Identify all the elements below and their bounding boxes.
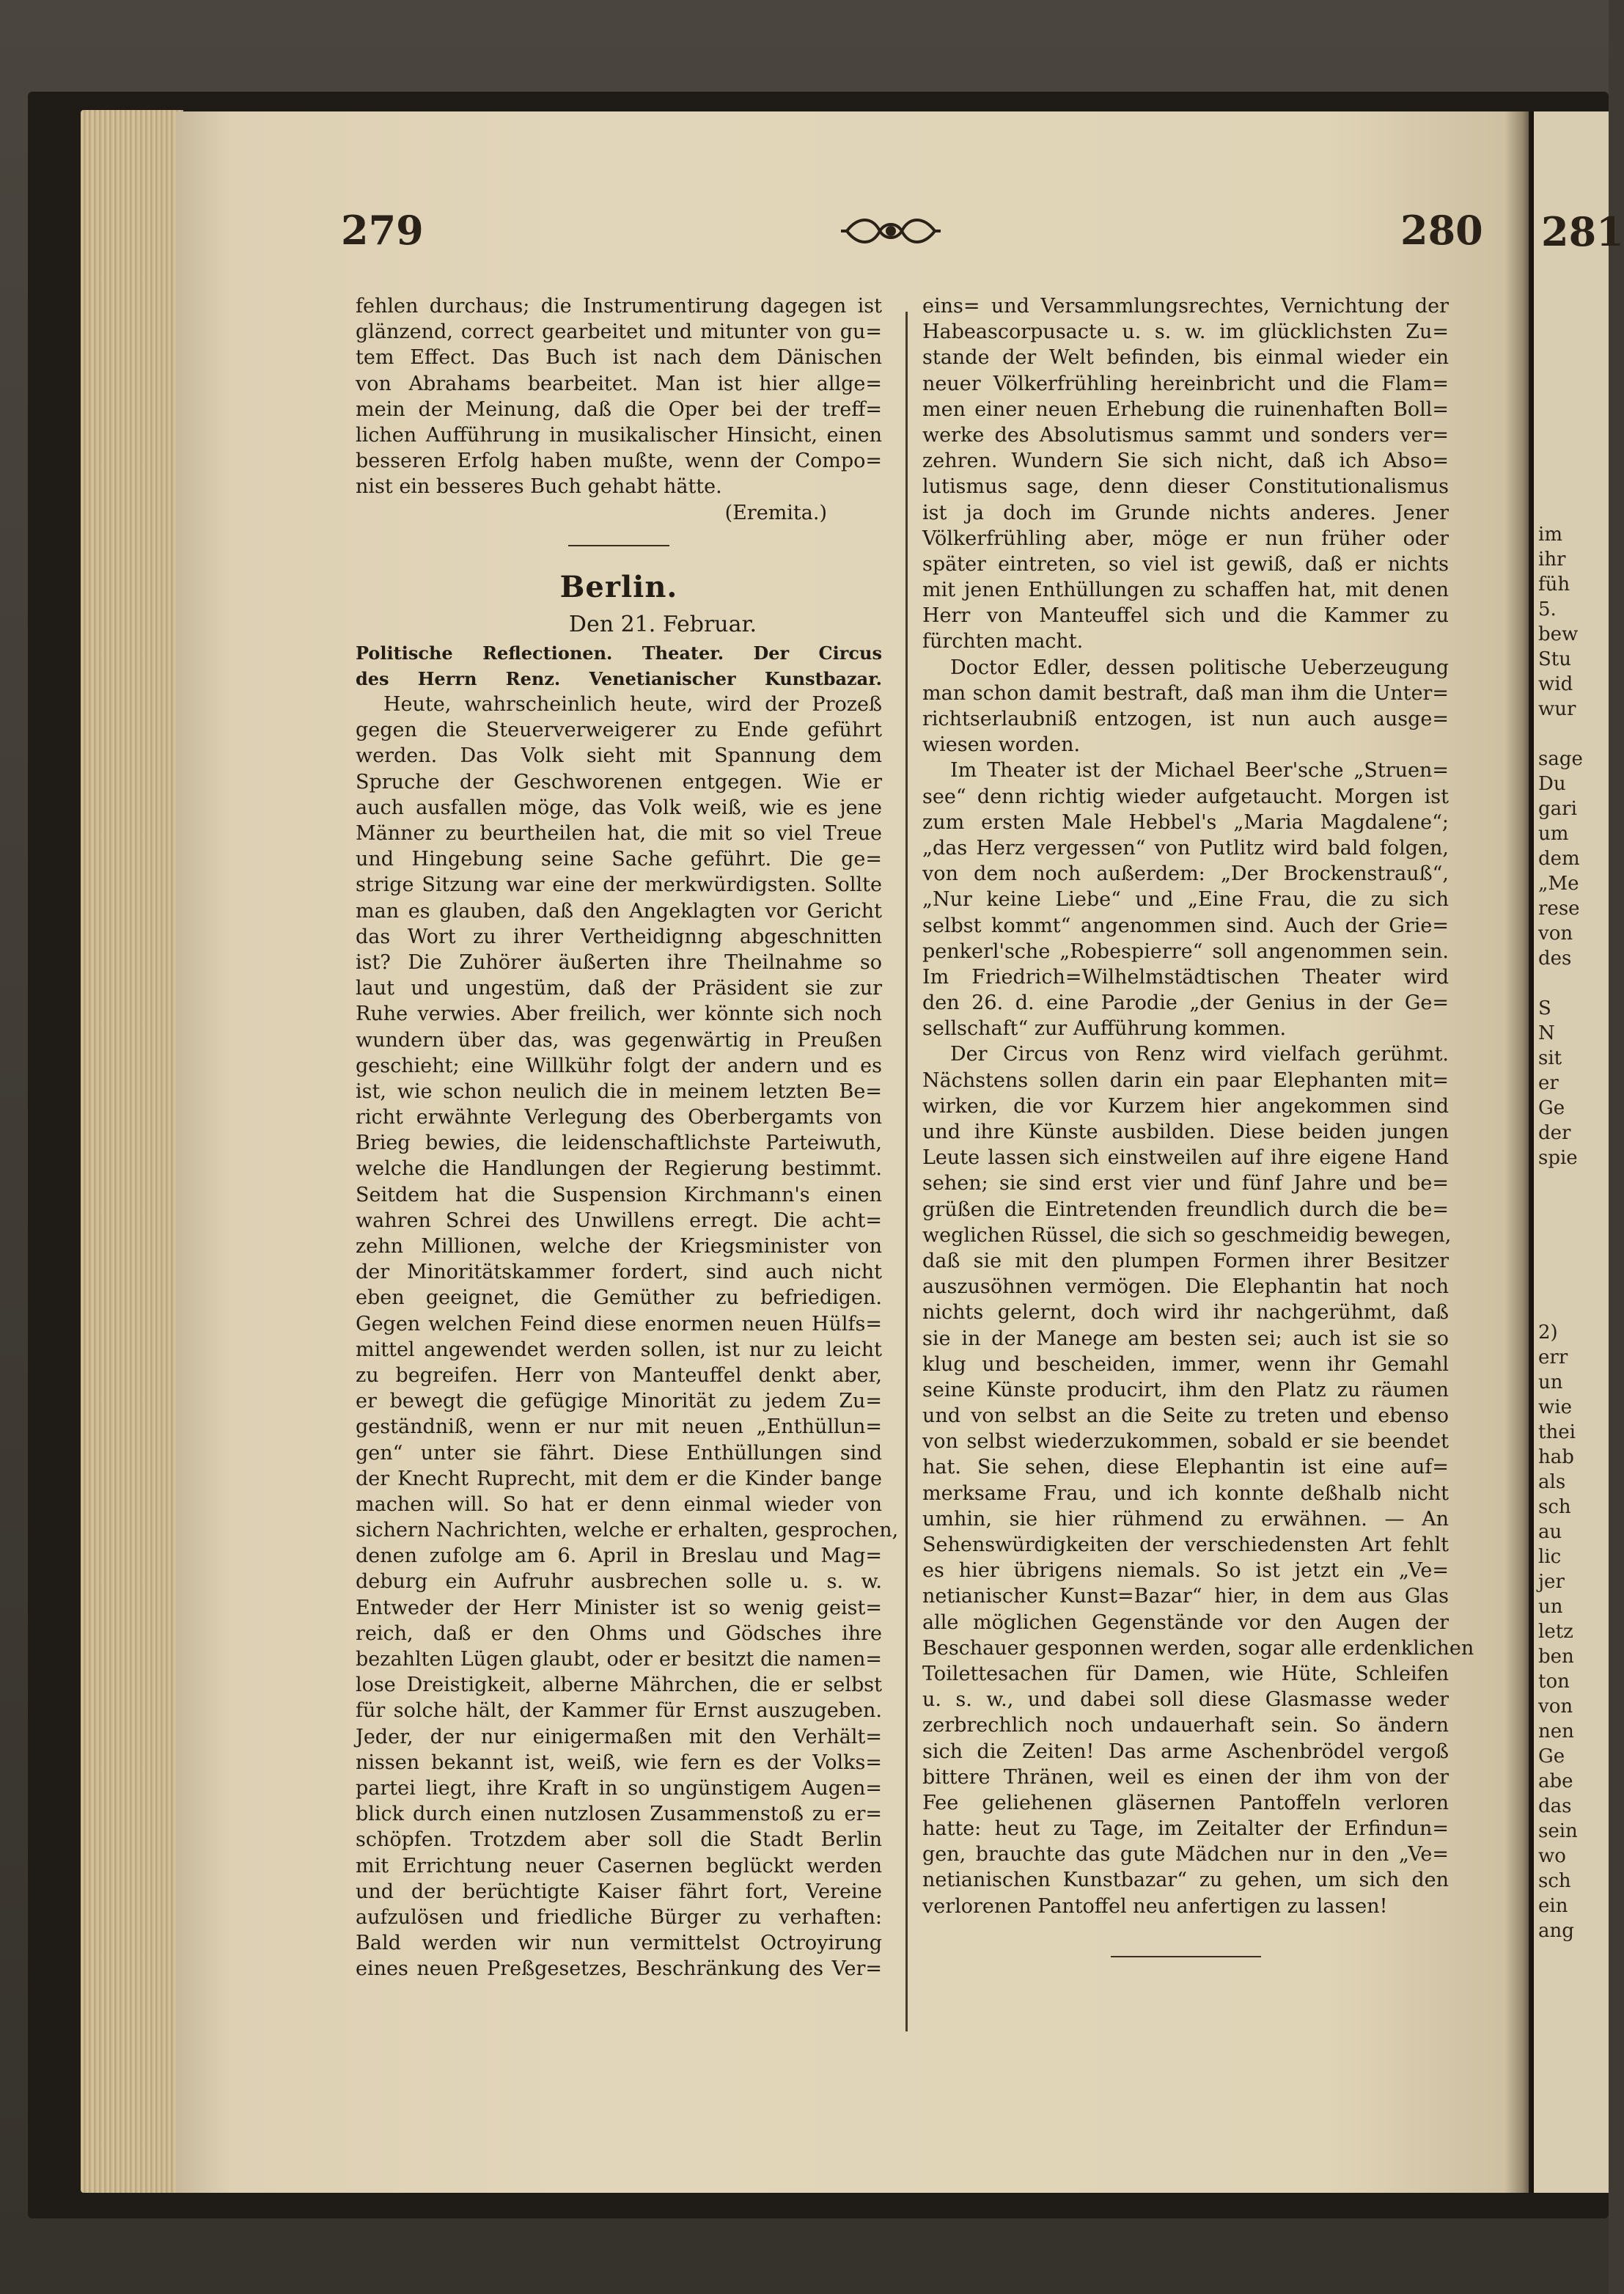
fragment-line: von	[1538, 1696, 1573, 1718]
text-line: eben geeignet, die Gemüther zu befriedigen.	[356, 1286, 882, 1310]
text-line: gen, brauchte das gute Mädchen nur in den „Ve=	[922, 1843, 1449, 1866]
text-line: strige Sitzung war eine der merkwürdigsten. Sollte	[356, 873, 882, 897]
text-line: reich, daß er den Ohms und Gödsches ihre	[356, 1621, 882, 1645]
text-line: er bewegt die gefügige Minorität zu jedem Zu=	[356, 1390, 882, 1413]
text-line: mit Errichtung neuer Casernen beglückt werden	[356, 1854, 882, 1877]
fragment-line: ihr	[1538, 549, 1566, 571]
right-column-body-text	[922, 293, 1474, 1919]
text-line: deburg ein Aufruhr ausbrechen solle u. s. w.	[356, 1570, 882, 1594]
text-line: netianischen Kunstbazar“ zu gehen, um sich den	[922, 1869, 1449, 1892]
fragment-line: 5.	[1538, 598, 1557, 620]
fragment-line: Ge	[1538, 1097, 1565, 1119]
text-line: Männer zu beurtheilen hat, die mit so viel Treue	[356, 822, 882, 845]
fragment-line: letz	[1538, 1621, 1573, 1643]
text-line: geständniß, wenn er nur mit neuen „Enthüllun=	[356, 1415, 882, 1439]
text-line: Brieg bewies, die leidenschaftlichste Parteiwuth,	[356, 1132, 882, 1155]
page-edges	[81, 110, 183, 2193]
fragment-line: des	[1538, 948, 1572, 970]
fragment-line: sein	[1538, 1820, 1578, 1842]
text-line: see“ denn richtig wieder aufgetaucht. Morgen ist	[922, 785, 1449, 808]
text-line: zum ersten Male Hebbel's „Maria Magdalene“;	[922, 810, 1449, 834]
text-line: wiesen worden.	[922, 733, 1081, 757]
fragment-line: spie	[1538, 1147, 1578, 1169]
text-line: besseren Erfolg haben mußte, wenn der Compo=	[356, 450, 882, 473]
section-rule	[568, 545, 669, 546]
text-line: u. s. w., und dabei soll diese Glasmasse weder	[922, 1688, 1449, 1712]
text-line: Im Theater ist der Michael Beer'sche „Struen=	[950, 759, 1449, 783]
text-line: sellschaft“ zur Aufführung kommen.	[922, 1017, 1287, 1041]
text-line: Leute lassen sich einstweilen auf ihre eigene Hand	[922, 1146, 1449, 1170]
text-line: merksame Frau, und ich konnte deßhalb nicht	[922, 1481, 1449, 1505]
text-line: Im Friedrich=Wilhelmstädtischen Theater wird	[922, 965, 1449, 989]
fragment-line: Du	[1538, 773, 1566, 795]
signature: (Eremita.)	[724, 501, 827, 524]
text-line: richt erwähnte Verlegung des Oberbergamts von	[356, 1106, 882, 1129]
left-column-body-text	[356, 692, 899, 1982]
left-column	[356, 293, 899, 1982]
text-line: sichern Nachrichten, welche er erhalten, gesprochen,	[356, 1519, 899, 1542]
text-line: welche die Handlungen der Regierung bestimmt.	[356, 1157, 882, 1181]
text-line: wahren Schrei des Unwillens erregt. Die acht=	[356, 1209, 882, 1232]
fragment-line: ein	[1538, 1895, 1568, 1917]
right-column	[922, 293, 1474, 1919]
fragment-line: wo	[1538, 1845, 1566, 1867]
fragment-line: sit	[1538, 1047, 1562, 1069]
text-line: das Wort zu ihrer Vertheidignng abgeschnitten	[356, 925, 882, 948]
text-line: Politische Reflectionen. Theater. Der Circus	[356, 642, 882, 664]
text-line: sehen; sie sind erst vier und fünf Jahre und be=	[922, 1172, 1449, 1195]
fragment-line: un	[1538, 1371, 1563, 1393]
text-line: Entweder der Herr Minister ist so wenig geist=	[356, 1596, 882, 1619]
text-line: werke des Absolutismus sammt und sonders ver=	[922, 423, 1449, 447]
fragment-line	[1538, 1170, 1583, 1195]
text-line: mein der Meinung, daß die Oper bei der treff=	[356, 397, 882, 421]
text-line: für solche hält, der Kammer für Ernst auszugeben.	[356, 1699, 882, 1723]
text-line: fürchten macht.	[922, 630, 1084, 653]
fragment-line: sage	[1538, 748, 1583, 770]
fragment-line: S	[1538, 997, 1551, 1019]
fragment-line: thei	[1538, 1421, 1576, 1443]
text-line: weglichen Rüssel, die sich so geschmeidig bewegen,	[922, 1223, 1452, 1247]
fragment-line: N	[1538, 1022, 1555, 1044]
text-line: blick durch einen nutzlosen Zusammenstoß zu er=	[356, 1803, 882, 1826]
text-line: Fee geliehenen gläsernen Pantoffeln verloren	[922, 1791, 1449, 1814]
next-page-fragments	[1538, 522, 1583, 1943]
text-line: es hier übrigens niemals. So ist jetzt ein „Ve=	[922, 1559, 1449, 1583]
text-line: von Abrahams bearbeitet. Man ist hier allge=	[356, 372, 882, 395]
fragment-line	[1538, 1270, 1583, 1295]
left-column-top-text	[356, 293, 882, 500]
fragment-line: von	[1538, 923, 1573, 945]
text-line: Ruhe verwies. Aber freilich, wer könnte sich noch	[356, 1003, 882, 1026]
text-line: bittere Thränen, weil es einen der ihm von der	[922, 1765, 1449, 1789]
text-line: man es glauben, daß den Angeklagten vor Gericht	[356, 899, 882, 923]
end-rule	[1111, 1956, 1261, 1957]
text-line: Nächstens sollen darin ein paar Elephanten mit=	[922, 1069, 1449, 1092]
text-line: hatte: heut zu Tage, im Zeitalter der Erfindun=	[922, 1817, 1449, 1841]
fragment-line: sch	[1538, 1870, 1571, 1892]
text-line: nichts gelernt, doch wird ihr nachgerühmt, daß	[922, 1301, 1449, 1324]
text-line: machen will. So hat er denn einmal wieder von	[356, 1492, 882, 1516]
text-line: seine Künste producirt, ihm den Platz zu räumen	[922, 1378, 1449, 1401]
fragment-line: wur	[1538, 698, 1576, 720]
text-line: zehn Millionen, welche der Kriegsminister von	[356, 1235, 882, 1258]
fragment-line: rese	[1538, 898, 1580, 920]
text-line: später eintreten, so viel ist gewiß, daß er nichts	[922, 552, 1449, 576]
fragment-line	[1538, 722, 1583, 747]
fragment-line: ang	[1538, 1920, 1574, 1942]
text-line: lutismus sage, denn dieser Constitutionalismus	[922, 475, 1449, 499]
text-line: eines neuen Preßgesetzes, Beschränkung des Ver=	[356, 1957, 882, 1981]
next-page-number: 281	[1541, 208, 1624, 255]
text-line: richtserlaubniß entzogen, ist nun auch ausge=	[922, 708, 1449, 730]
fragment-line: abe	[1538, 1770, 1573, 1792]
text-line: laut und ungestüm, daß der Präsident sie zur	[356, 977, 882, 1000]
text-line: man schon damit bestraft, daß man ihm die Unter=	[922, 681, 1449, 705]
text-line: „Nur keine Liebe“ und „Eine Frau, die zu sich	[922, 888, 1449, 912]
text-line: mit jenen Enthüllungen zu schaffen hat, mit denen	[922, 579, 1449, 602]
text-line: Bald werden wir nun vermittelst Octroyirung	[356, 1932, 882, 1955]
text-line: gegen die Steuerverweigerer zu Ende geführt	[356, 719, 882, 742]
text-line: sie in der Manege am besten sei; auch ist sie so	[922, 1327, 1449, 1350]
text-line: lose Dreistigkeit, alberne Mährchen, die er selbst	[356, 1674, 882, 1697]
fragment-line: um	[1538, 823, 1569, 845]
fragment-line: hab	[1538, 1446, 1574, 1468]
text-line: neuer Völkerfrühling hereinbricht und die Flam=	[922, 372, 1449, 395]
text-line: zehren. Wundern Sie sich nicht, daß ich Abso=	[922, 450, 1449, 473]
text-line: alle möglichen Gegenstände vor den Augen der	[922, 1610, 1449, 1634]
text-line: Heute, wahrscheinlich heute, wird der Prozeß	[383, 693, 882, 717]
text-line: Völkerfrühling aber, möge er nun früher oder	[922, 527, 1449, 550]
fragment-line: wie	[1538, 1396, 1572, 1418]
text-line: Doctor Edler, dessen politische Ueberzeugung	[950, 656, 1449, 679]
fragment-line: Ge	[1538, 1745, 1565, 1767]
fragment-line: gari	[1538, 798, 1577, 820]
text-line: Seitdem hat die Suspension Kirchmann's einen	[356, 1183, 882, 1206]
text-line: „das Herz vergessen“ von Putlitz wird bald folgen,	[922, 836, 1449, 860]
right-page-number: 280	[1400, 207, 1483, 254]
text-line: lichen Aufführung in musikalischer Hinsicht, einen	[356, 423, 882, 447]
text-line: ist ja doch im Grunde nichts anderes. Jener	[922, 501, 1449, 524]
text-line: fehlen durchaus; die Instrumentirung dagegen ist	[356, 295, 882, 318]
fragment-line: nen	[1538, 1720, 1574, 1743]
text-line: und Hingebung seine Sache geführt. Die ge=	[356, 848, 882, 871]
section-subheads	[356, 640, 882, 692]
text-line: Jeder, der nur einigermaßen mit den Verhält=	[356, 1725, 882, 1748]
text-line: Gegen welchen Feind diese enormen neuen Hülfs=	[356, 1312, 882, 1335]
text-line: bezahlten Lügen glaubt, oder er besitzt die namen=	[356, 1648, 882, 1671]
text-line: der Knecht Ruprecht, mit dem er die Kinder bange	[356, 1467, 882, 1490]
text-line: Beschauer gesponnen werden, sogar alle erdenklichen	[922, 1636, 1474, 1660]
fragment-line: er	[1538, 1072, 1559, 1094]
text-line: hat. Sie sehen, diese Elephantin ist eine auf=	[922, 1456, 1449, 1479]
text-line: gen“ unter sie fährt. Diese Enthüllungen sind	[356, 1441, 882, 1465]
text-line: nist ein besseres Buch gehabt hätte.	[356, 475, 722, 499]
fragment-line: ton	[1538, 1671, 1570, 1693]
text-line: nissen bekannt ist, weiß, wie fern es der Volks=	[356, 1751, 882, 1774]
fragment-line: wid	[1538, 673, 1573, 695]
fragment-line	[1538, 971, 1583, 996]
text-line: verlorenen Pantoffel neu anfertigen zu lassen!	[922, 1894, 1388, 1918]
fragment-line	[1538, 1220, 1583, 1245]
text-line: penkerl'sche „Robespierre“ soll angenommen sein.	[922, 939, 1449, 963]
text-line: men einer neuen Erhebung die ruinenhaften Boll=	[922, 397, 1449, 421]
text-line: auszusöhnen vermögen. Die Elephantin hat noch	[922, 1275, 1449, 1299]
text-line: stande der Welt befinden, bis einmal wieder ein	[922, 346, 1449, 370]
text-line: Spruche der Geschworenen entgegen. Wie er	[356, 770, 882, 794]
fragment-line: als	[1538, 1471, 1566, 1493]
fragment-line: un	[1538, 1596, 1563, 1618]
text-line: Sehenswürdigkeiten der verschiedensten Art fehlt	[922, 1533, 1449, 1556]
fragment-line: „Me	[1538, 873, 1579, 895]
text-line: Herr von Manteuffel sich und die Kammer zu	[922, 604, 1449, 628]
text-line: ist? Die Zuhörer äußerten ihre Theilnahme so	[356, 950, 882, 974]
fragment-line: au	[1538, 1521, 1562, 1543]
text-line: grüßen die Eintretenden freundlich durch die be=	[922, 1198, 1449, 1221]
text-line: netianischer Kunst=Bazar“ hier, in dem aus Glas	[922, 1585, 1449, 1608]
text-line: der Minoritätskammer fordert, sind auch nicht	[356, 1261, 882, 1284]
text-line: umhin, sie hier rühmend zu erwähnen. — An	[922, 1507, 1449, 1531]
text-line: Toilettesachen für Damen, wie Hüte, Schleifen	[922, 1662, 1449, 1685]
text-line: geschieht; eine Willkühr folgt der andern und es	[356, 1054, 882, 1077]
text-line: glänzend, correct gearbeitet und mitunter von gu=	[356, 320, 882, 344]
text-line: sich die Zeiten! Das arme Aschenbrödel vergoß	[922, 1740, 1449, 1763]
text-line: selbst kommt“ angenommen sind. Auch der Grie=	[922, 914, 1449, 937]
fragment-line: sch	[1538, 1496, 1571, 1518]
text-line: Habeascorpusacte u. s. w. im glücklichsten Zu=	[922, 320, 1449, 344]
fragment-line: bew	[1538, 623, 1579, 645]
text-line: und der berüchtigte Kaiser fährt fort, Vereine	[356, 1880, 882, 1903]
text-line: des Herrn Renz. Venetianischer Kunstbazar.	[356, 667, 882, 689]
fragment-line	[1538, 1245, 1583, 1270]
text-line: klug und bescheiden, immer, wenn ihr Gemahl	[922, 1352, 1449, 1376]
fragment-line: das	[1538, 1795, 1572, 1817]
text-line: mittel angewendet werden sollen, ist nur zu leicht	[356, 1338, 882, 1361]
text-line: ist, wie schon neulich die in meinem letzten Be=	[356, 1080, 882, 1103]
fragment-line: jer	[1538, 1571, 1565, 1593]
text-line: eins= und Versammlungsrechtes, Vernichtung der	[922, 295, 1449, 318]
text-line: den 26. d. eine Parodie „der Genius in der Ge=	[922, 992, 1449, 1015]
fragment-line	[1538, 1295, 1583, 1320]
text-line: partei liegt, ihre Kraft in so ungünstigem Augen=	[356, 1776, 882, 1800]
fragment-line: ben	[1538, 1646, 1574, 1668]
left-page-number: 279	[341, 207, 424, 254]
text-line: und von selbst an die Seite zu treten und ebenso	[922, 1404, 1449, 1428]
fragment-line: 2)	[1538, 1322, 1558, 1344]
fragment-line: err	[1538, 1346, 1568, 1368]
dateline: Den 21. Februar.	[568, 611, 757, 637]
text-line: werden. Das Volk sieht mit Spannung dem	[356, 744, 882, 768]
text-line: von selbst wiederzukommen, sobald er sie beendet	[922, 1430, 1449, 1454]
fragment-line: füh	[1538, 574, 1570, 596]
text-line: von dem noch außerdem: „Der Brockenstrauß“,	[922, 862, 1449, 886]
fragment-line: der	[1538, 1122, 1571, 1144]
header-ornament-icon	[839, 209, 942, 253]
fragment-line: Stu	[1538, 648, 1572, 670]
text-line: zerbrechlich noch undauerhaft sein. So ändern	[922, 1714, 1449, 1737]
next-page-strip	[1534, 111, 1624, 2193]
fragment-line: dem	[1538, 848, 1580, 870]
column-divider	[905, 312, 908, 2031]
fragment-line: lic	[1538, 1546, 1562, 1568]
text-line: daß sie mit den plumpen Formen ihrer Besitzer	[922, 1249, 1449, 1272]
text-line: tem Effect. Das Buch ist nach dem Dänischen	[356, 346, 882, 370]
text-line: schöpfen. Trotzdem aber soll die Stadt Berlin	[356, 1828, 882, 1852]
fragment-line	[1538, 1195, 1583, 1220]
text-line: Der Circus von Renz wird vielfach gerühmt.	[950, 1043, 1449, 1066]
text-line: auch ausfallen möge, das Volk weiß, wie es jene	[356, 796, 882, 819]
text-line: zu begreifen. Herr von Manteuffel denkt aber,	[356, 1363, 882, 1387]
text-line: wundern über das, was gegenwärtig in Preußen	[356, 1028, 882, 1052]
city-heading: Berlin.	[559, 569, 678, 604]
fragment-line: im	[1538, 524, 1562, 546]
text-line: aufzulösen und friedliche Bürger zu verhaften:	[356, 1905, 882, 1929]
page-gutter	[1504, 111, 1534, 2193]
text-line: und ihre Künste ausbilden. Diese beiden jungen	[922, 1121, 1449, 1143]
text-line: wirken, die vor Kurzem hier angekommen sind	[922, 1094, 1449, 1118]
text-line: denen zufolge am 6. April in Breslau und Mag=	[356, 1544, 882, 1568]
